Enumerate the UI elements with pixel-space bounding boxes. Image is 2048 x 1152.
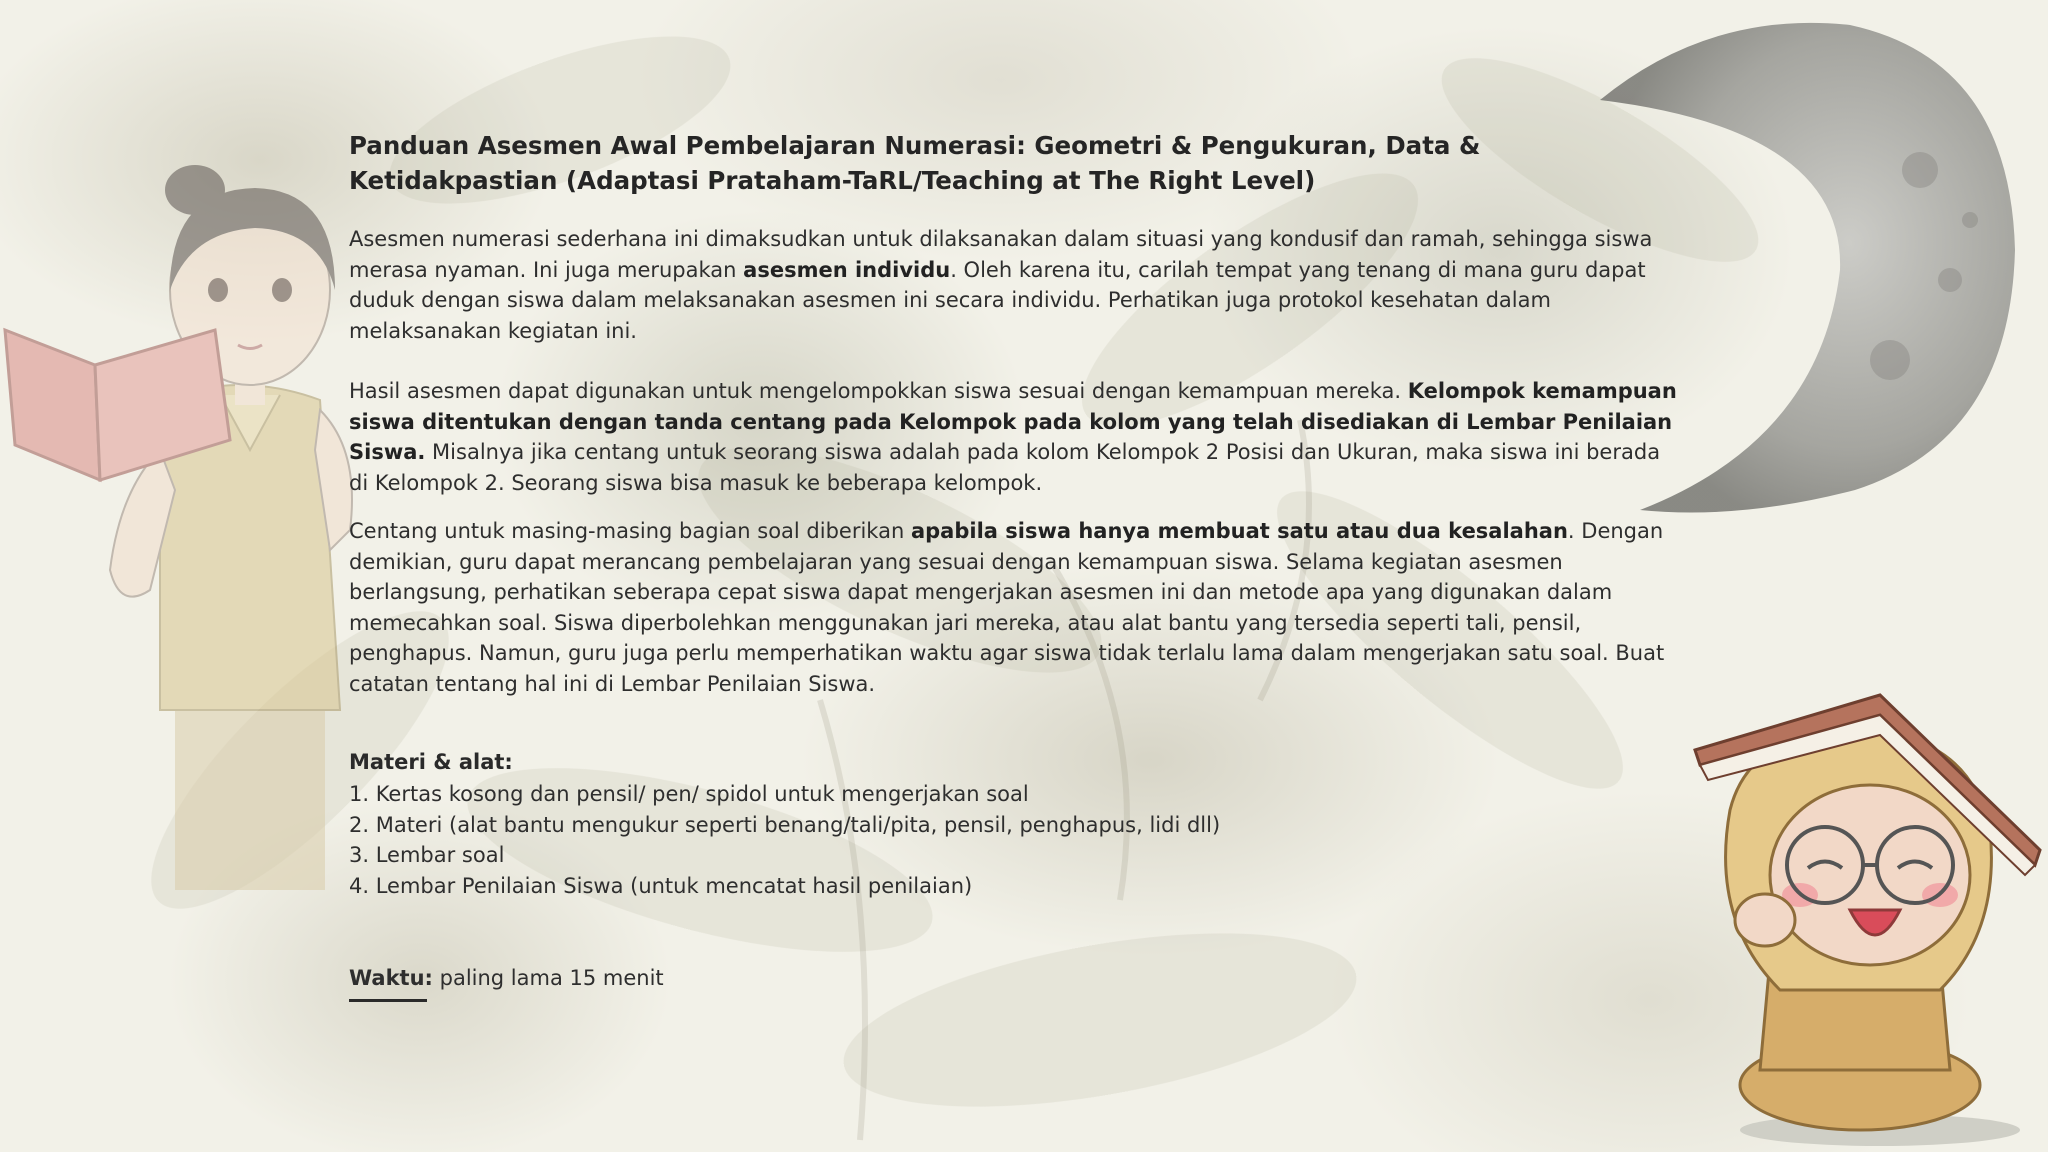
paragraph-checkmarks-text: Centang untuk masing-masing bagian soal diberikan (349, 519, 911, 543)
list-item: 4. Lembar Penilaian Siswa (untuk mencatat hasil penilaian) (349, 873, 973, 898)
document-content (349, 128, 1679, 1002)
paragraph-grouping (349, 376, 1679, 498)
paragraph-checkmarks-text-end: . Dengan demikian, guru dapat merancang pembelajaran yang sesuai dengan kemampuan siswa. Selama kegiatan asesmen berlangsung, perhatikan seberapa cepat siswa dapat mengerjakan asesmen ini dan metode apa yang digunakan dalam memecahkan soal. Siswa diperbolehkan menggunakan jari mereka, atau alat bantu yang tersedia seperti tali, pensil, penghapus. Namun, guru juga perlu memperhatikan waktu agar siswa tidak terlalu lama dalam mengerjakan satu soal. Buat catatan tentang hal ini di Lembar Penilaian Siswa. (349, 519, 1665, 696)
time-info (349, 963, 1679, 993)
paragraph-intro-text: Asesmen numerasi sederhana ini dimaksudkan untuk dilaksanakan dalam situasi yang kondusif dan ramah, sehingga siswa merasa nyaman. Ini juga merupakan (349, 227, 1653, 282)
paragraph-grouping-text-end: Misalnya jika centang untuk seorang siswa adalah pada kolom Kelompok 2 Posisi dan Ukuran, maka siswa ini berada di Kelompok 2. Seorang siswa bisa masuk ke beberapa kelompok. (349, 440, 1661, 495)
paragraph-grouping-text: Hasil asesmen dapat digunakan untuk mengelompokkan siswa sesuai dengan kemampuan mereka. (349, 379, 1408, 403)
paragraph-intro-text-end: . Oleh karena itu, carilah tempat yang tenang di mana guru dapat duduk dengan siswa dalam melaksanakan asesmen ini secara individu. Perhatikan juga protokol kesehatan dalam melaksanakan kegiatan ini. (349, 257, 1646, 343)
document-title: Panduan Asesmen Awal Pembelajaran Numerasi: Geometri & Pengukuran, Data & Ketidakpastian (Adaptasi Prataham-TaRL/Teaching at The Right Level) (349, 131, 1481, 195)
time-value: paling lama 15 menit (432, 966, 664, 990)
list-item: 2. Materi (alat bantu mengukur seperti benang/tali/pita, pensil, penghapus, lidi dll) (349, 812, 1221, 837)
time-underline (349, 999, 427, 1002)
list-item: 3. Lembar soal (349, 843, 505, 867)
paragraph-grouping-bold: Kelompok kemampuan siswa ditentukan dengan tanda centang pada Kelompok pada kolom yang telah disediakan di Lembar Penilaian Siswa. (349, 379, 1677, 464)
paragraph-checkmarks-bold: apabila siswa hanya membuat satu atau dua kesalahan (910, 519, 1568, 543)
paragraph-intro-bold: asesmen individu (743, 257, 951, 282)
paragraph-intro (349, 224, 1679, 346)
teacher-illustration-icon (0, 150, 360, 890)
time-label: Waktu: (349, 966, 433, 990)
list-item: 1. Kertas kosong dan pensil/ pen/ spidol untuk mengerjakan soal (349, 782, 1029, 806)
student-with-book-illustration-icon (1690, 690, 2048, 1152)
materials-list (349, 779, 1679, 901)
materials-heading: Materi & alat: (349, 750, 513, 774)
paragraph-checkmarks (349, 516, 1679, 699)
